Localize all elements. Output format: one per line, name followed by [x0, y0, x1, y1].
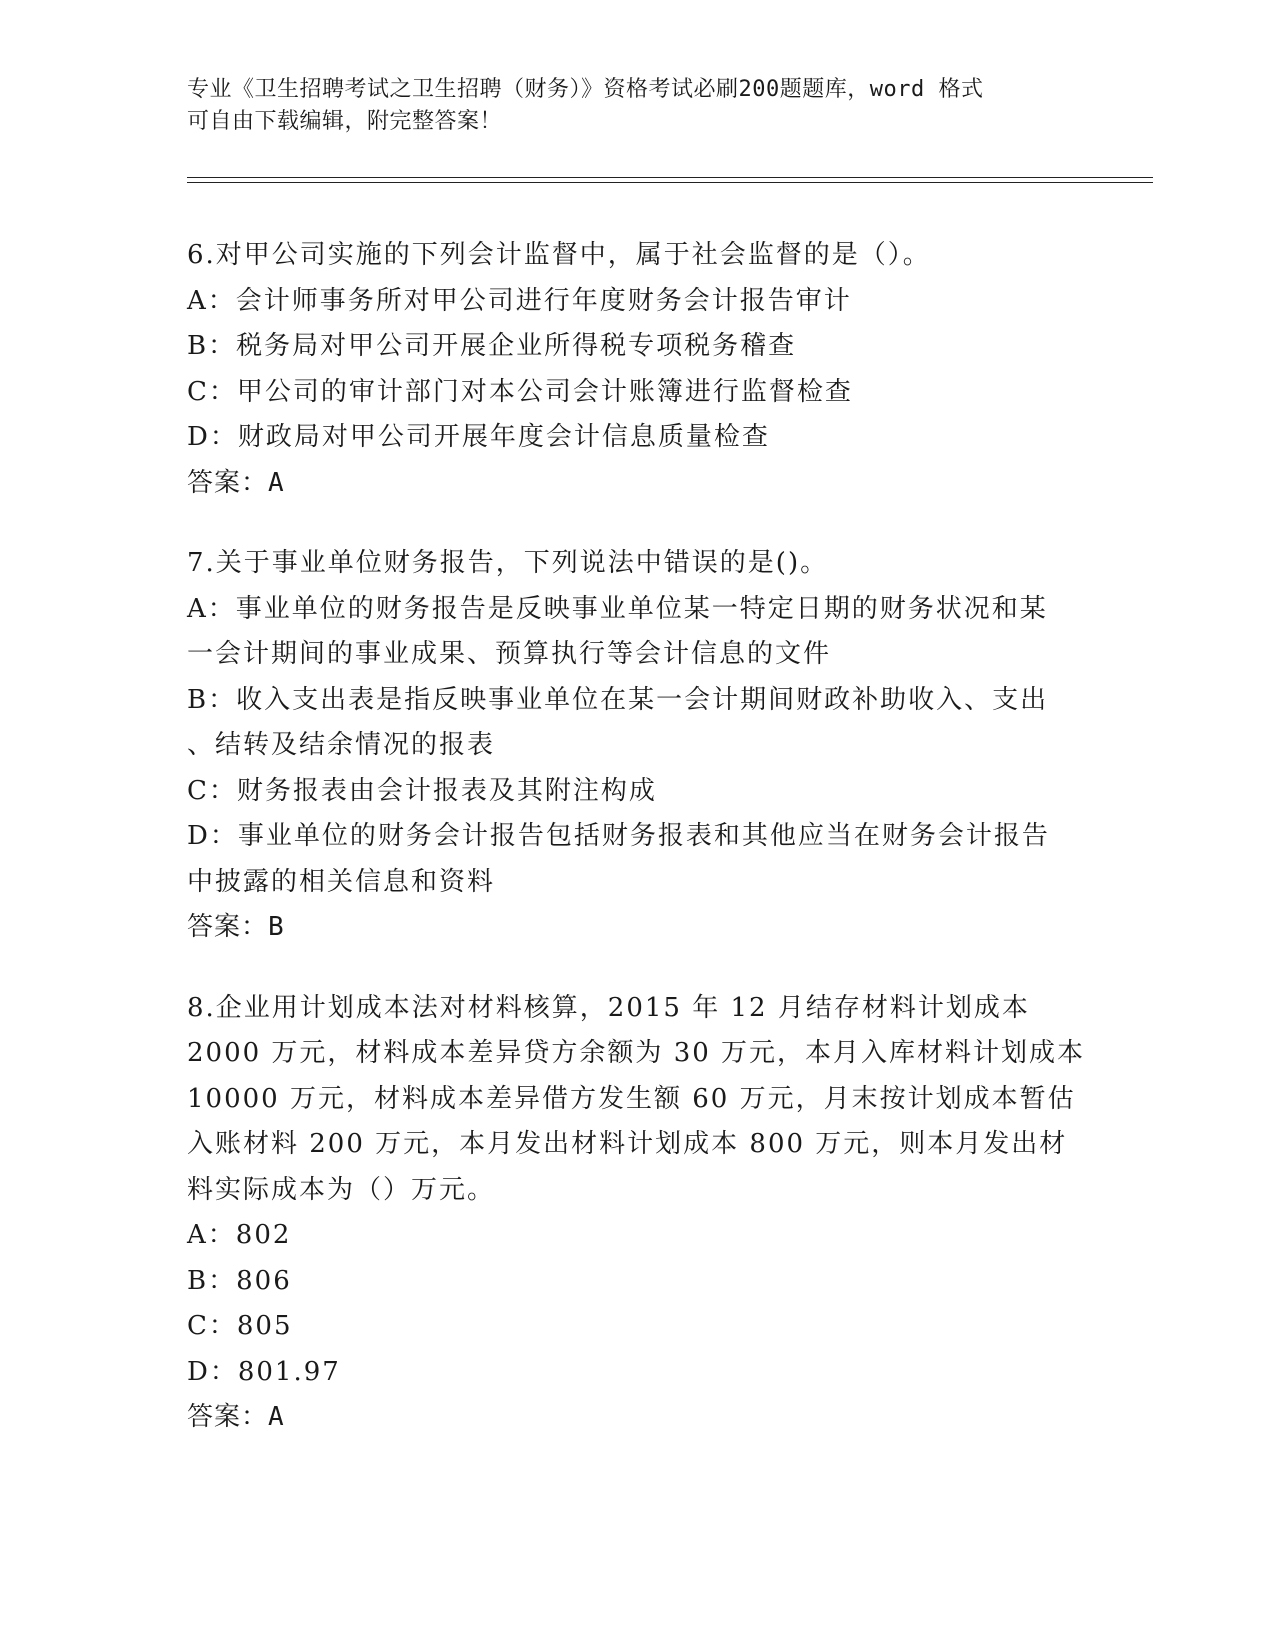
question-stem-line: 10000 万元，材料成本差异借方发生额 60 万元，月末按计划成本暂估 — [187, 1083, 1076, 1114]
header-divider-top — [187, 177, 1153, 178]
option-line: A：会计师事务所对甲公司进行年度财务会计报告审计 — [187, 285, 852, 316]
question-block — [187, 233, 1087, 506]
question-block — [187, 986, 1087, 1441]
option-line: 中披露的相关信息和资料 — [187, 866, 496, 897]
question-stem-line: 料实际成本为（）万元。 — [187, 1174, 496, 1205]
option-c — [187, 370, 1087, 416]
answer-line: 答案：B — [187, 912, 285, 942]
answer-line: 答案：A — [187, 1402, 285, 1432]
option-c — [187, 769, 1087, 815]
header-divider-bottom — [187, 182, 1153, 183]
option-line: D：801.97 — [187, 1356, 341, 1387]
question-block — [187, 541, 1087, 951]
option-line: A：802 — [187, 1220, 292, 1250]
option-line: 、结转及结余情况的报表 — [187, 730, 496, 760]
option-d — [187, 814, 1087, 905]
option-d — [187, 1350, 1087, 1396]
option-line: C：财务报表由会计报表及其附注构成 — [187, 775, 657, 806]
option-c — [187, 1304, 1087, 1350]
option-line: D：事业单位的财务会计报告包括财务报表和其他应当在财务会计报告 — [187, 821, 1050, 851]
question-stem-line: 8.企业用计划成本法对材料核算，2015 年 12 月结存材料计划成本 — [187, 992, 1030, 1023]
option-line: A：事业单位的财务报告是反映事业单位某一特定日期的财务状况和某 — [187, 593, 1048, 624]
option-b — [187, 1259, 1087, 1305]
question-list — [187, 233, 1087, 1476]
question-stem-line: 6.对甲公司实施的下列会计监督中，属于社会监督的是（）。 — [187, 240, 931, 270]
option-line: C：805 — [187, 1311, 293, 1341]
option-line: B：收入支出表是指反映事业单位在某一会计期间财政补助收入、支出 — [187, 684, 1049, 715]
header-line-1: 专业《卫生招聘考试之卫生招聘（财务）》资格考试必刷200题题库，word 格式 — [187, 77, 984, 102]
option-line: B：806 — [187, 1265, 292, 1296]
question-stem-line: 2000 万元，材料成本差异贷方余额为 30 万元，本月入库材料计划成本 — [187, 1038, 1086, 1068]
header-line-2: 可自由下载编辑，附完整答案！ — [187, 109, 503, 134]
question-stem-line: 7.关于事业单位财务报告，下列说法中错误的是()。 — [187, 548, 829, 578]
option-line: 一会计期间的事业成果、预算执行等会计信息的文件 — [187, 639, 832, 669]
option-line: D：财政局对甲公司开展年度会计信息质量检查 — [187, 422, 770, 452]
answer-line: 答案：A — [187, 467, 285, 498]
option-line: C：甲公司的审计部门对本公司会计账簿进行监督检查 — [187, 376, 853, 407]
option-b — [187, 324, 1087, 370]
question-stem-line: 入账材料 200 万元，本月发出材料计划成本 800 万元，则本月发出材 — [187, 1129, 1068, 1159]
option-b — [187, 678, 1087, 769]
option-d — [187, 415, 1087, 461]
option-line: B：税务局对甲公司开展企业所得税专项税务稽查 — [187, 331, 797, 361]
option-a — [187, 587, 1087, 678]
option-a — [187, 1213, 1087, 1259]
option-a — [187, 279, 1087, 325]
document-header — [187, 74, 1067, 138]
